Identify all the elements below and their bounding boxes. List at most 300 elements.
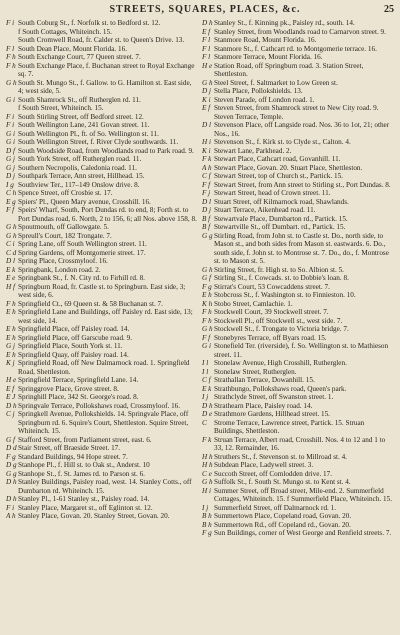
- grid-reference: G f: [6, 435, 15, 444]
- entry-text: f South Street, Whiteinch. 15.: [18, 104, 104, 112]
- directory-entry: [6, 172, 197, 181]
- entry-text: Stockwell Pl., off Stockwell st., west side. 7.: [214, 316, 343, 325]
- entry-text: South York Street, off Rutherglen road. 11.: [18, 155, 142, 163]
- directory-entry: [202, 223, 393, 232]
- directory-entry: [6, 359, 197, 376]
- entry-text: Stanmore St., f. Cathcart rd. to Montgomerie terrace. 16.: [214, 44, 377, 53]
- grid-reference: G g: [202, 231, 213, 240]
- directory-entry: [202, 317, 393, 326]
- directory-entry: [202, 283, 393, 292]
- grid-reference: F i: [6, 19, 15, 27]
- entry-text: Subdean Place, Ladywell street. 3.: [214, 461, 314, 469]
- directory-entry: [202, 402, 393, 411]
- entry-text: Speirs' Wharf, South, Port Dundas rd. to end, 8; Forth st. to Port Dundas road, 6. North, 2 to 156, 6; all Nos. above 158, 8.: [18, 206, 197, 223]
- grid-reference: G j: [6, 155, 15, 163]
- grid-reference: A h: [6, 512, 16, 520]
- columns: [6, 19, 394, 538]
- directory-entry: [6, 189, 197, 198]
- grid-reference: F h: [6, 61, 16, 70]
- directory-entry: [202, 172, 393, 181]
- directory-entry: [202, 181, 393, 190]
- entry-text: Stonelaw Street, Rutherglen.: [214, 367, 297, 376]
- entry-text: Stanhope St., f. St. James rd. to Parson st. 6.: [18, 469, 145, 478]
- entry-text: Stafford Street, from Parliament street, east. 6.: [18, 435, 152, 444]
- entry-text: f South Cottages, Whiteinch. 15.: [18, 27, 112, 36]
- directory-entry: [202, 291, 393, 300]
- entry-text: South Woodside Road, from Woodlands road to Park road. 9.: [18, 146, 194, 155]
- grid-reference: E h: [6, 325, 16, 333]
- entry-text: South Shamrock St., off Rutherglen rd. 11.: [18, 95, 141, 104]
- grid-reference: F i: [6, 112, 15, 121]
- directory-entry: [202, 147, 393, 156]
- entry-text: Stonelaw Avenue, High Crosshill, Rutherglen.: [214, 359, 347, 367]
- entry-text: Strathmore Gardens, Hillhead street. 15.: [214, 410, 330, 418]
- directory-entry: [202, 138, 393, 147]
- directory-entry: [202, 461, 393, 470]
- grid-reference: G j: [6, 342, 15, 350]
- entry-text: Strathallan Terrace, Dowanhill. 15.: [214, 376, 315, 384]
- directory-entry: [6, 198, 197, 207]
- directory-entry: [202, 206, 393, 215]
- directory-entry: [202, 62, 393, 79]
- entry-text: Springgrove Place, Grove street. 8.: [18, 384, 119, 393]
- grid-reference: G h: [202, 325, 213, 333]
- entry-text: Stewart Place, Cathcart road, Govanhill. 11.: [214, 155, 341, 163]
- entry-text: Spreull's Court, 182 Trongate. 7.: [18, 231, 112, 240]
- grid-reference: B h: [202, 512, 212, 520]
- entry-text: Stanley Place, Margaret st., off Eglinton st. 12.: [18, 503, 153, 512]
- directory-entry: [202, 393, 393, 402]
- grid-reference: D l: [202, 121, 211, 129]
- entry-text: Stirling Street, fr. High st. to So. Albion st. 5.: [214, 265, 344, 274]
- directory-entry: [202, 478, 393, 487]
- directory-entry: [202, 28, 393, 37]
- grid-reference: D l: [202, 197, 211, 206]
- grid-reference: D h: [6, 495, 17, 503]
- entry-text: Strathclyde Street, off Swanston street. 1.: [214, 393, 334, 401]
- grid-reference: G h: [202, 78, 213, 87]
- entry-text: Stockwell St., f. Trongate to Victoria bridge. 7.: [214, 325, 349, 333]
- grid-reference: E e: [6, 274, 16, 282]
- entry-text: Springvale Terrace, Pollokshaws road, Crossmyloof. 16.: [18, 401, 181, 410]
- grid-reference: D f: [6, 146, 15, 155]
- grid-reference: D h: [202, 19, 213, 27]
- page-title: STREETS, SQUARES, PLACES, &c.: [109, 4, 301, 15]
- grid-reference: C d: [6, 248, 17, 257]
- entry-text: Stanley Buildings, Paisley road, west. 14. Stanley Cotts., off Dumbarton rd. Whiteinch. 15.: [18, 478, 192, 495]
- entry-text: South Wellington Lane, 241 Govan street. 11.: [18, 121, 150, 129]
- entry-text: Springhill Place, 342 St. George's road. 8.: [18, 393, 139, 401]
- grid-reference: H i: [202, 138, 211, 146]
- grid-reference: C f: [202, 172, 211, 180]
- entry-text: Springfield Ct., 69 Queen st. & 58 Buchanan st. 7.: [18, 299, 163, 308]
- directory-entry: [202, 487, 393, 504]
- directory-entry: [6, 36, 197, 45]
- entry-text: South Coburg St., f. Norfolk st. to Bedford st. 12.: [18, 19, 161, 27]
- grid-reference: D d: [6, 444, 17, 452]
- directory-entry: [202, 274, 393, 283]
- grid-reference: I j: [202, 393, 209, 401]
- directory-entry: [202, 232, 393, 266]
- entry-text: Stuart Terrace, Aikenhead road. 11.: [214, 206, 316, 214]
- grid-reference: G i: [6, 138, 15, 146]
- grid-reference: F l: [6, 44, 15, 53]
- directory-entry: [6, 79, 197, 96]
- entry-text: South Cromwell Road, fr. Calder st. to Queen's Drive. 13.: [18, 36, 185, 44]
- grid-reference: E f: [202, 104, 211, 112]
- entry-text: Stirling St., f. Cowcads. st. to Dobbie's loan. 8.: [214, 274, 349, 282]
- directory-entry: [6, 240, 197, 249]
- grid-reference: K h: [202, 299, 213, 308]
- entry-text: Stella Place, Pollokshields. 13.: [214, 87, 303, 95]
- directory-entry: [202, 419, 393, 436]
- directory-entry: [6, 512, 197, 521]
- entry-text: Stanmore Terrace, Mount Florida. 16.: [214, 53, 323, 61]
- grid-reference: G h: [6, 78, 17, 87]
- grid-reference: F h: [6, 53, 16, 61]
- entry-text: Stewartville St., off Dumbart. rd., Partick. 15.: [214, 223, 346, 231]
- entry-text: Springfield Road, off New Dalmarnock road. 1. Springfield Road, Shettleston.: [18, 359, 190, 376]
- directory-entry: [202, 155, 393, 164]
- directory-entry: [6, 351, 197, 360]
- grid-reference: C i: [6, 240, 15, 248]
- directory-entry: [6, 206, 197, 223]
- grid-reference: D g: [6, 461, 17, 469]
- grid-reference: F f: [202, 180, 211, 189]
- grid-reference: E h: [6, 308, 16, 316]
- grid-reference: G h: [202, 265, 213, 274]
- entry-text: Springkell Avenue, Pollokshields. 14. Springvale Place, off Springburn rd. 6. Squire's Court, Shettleston. Squire Street, Whiteinch. 15.: [18, 410, 189, 435]
- directory-entry: [6, 104, 197, 113]
- entry-text: Springfield Place, off Garscube road. 9.: [18, 333, 133, 342]
- grid-reference: G g: [6, 469, 17, 478]
- directory-entry: [6, 376, 197, 385]
- directory-entry: [6, 266, 197, 275]
- grid-reference: I l: [202, 367, 209, 376]
- entry-text: South Wellington Pl., ft. of So. Wellington st. 11.: [18, 129, 159, 138]
- entry-text: Stevenson Place, off Langside road. Nos. 36 to 1ot, 21; other Nos., 16.: [214, 121, 390, 138]
- directory-entry: [202, 504, 393, 513]
- grid-reference: H e: [6, 376, 17, 384]
- left-column: [6, 19, 197, 538]
- directory-entry: [202, 45, 393, 54]
- directory-entry: [202, 521, 393, 530]
- entry-text: Stobo Street, Camlachie. 1.: [214, 299, 293, 308]
- entry-text: Steven Street, from Shamrock street to New City road. 9. Steven Terrace, Temple.: [214, 104, 379, 121]
- entry-text: Suffolk St., f. South St. Mungo st. to Kent st. 4.: [214, 478, 351, 486]
- grid-reference: H e: [202, 61, 213, 70]
- entry-text: Southpark Terrace, Ann street, Hillhead. 15.: [18, 172, 145, 180]
- directory-entry: [202, 121, 393, 138]
- grid-reference: G f: [202, 274, 211, 282]
- directory-entry: [6, 470, 197, 479]
- grid-reference: F h: [202, 308, 212, 316]
- entry-text: Springfield Terrace, Springfield Lane. 14.: [18, 376, 139, 384]
- directory-entry: [6, 147, 197, 156]
- grid-reference: D j: [6, 172, 15, 180]
- entry-text: Springbank St., f. N. City rd. to Firhill rd. 8.: [18, 274, 145, 282]
- entry-text: Summertown Place, Copeland road, Govan. 20.: [214, 512, 352, 520]
- grid-reference: D h: [6, 401, 17, 410]
- entry-text: South St. Mungo St., f. Gallow. to G. Hamilton st. East side, 4; west side, 5.: [18, 78, 192, 95]
- directory-entry: [6, 28, 197, 37]
- directory-entry: [6, 325, 197, 334]
- grid-reference: E h: [6, 333, 16, 342]
- grid-reference: D e: [202, 410, 213, 418]
- directory-entry: [202, 36, 393, 45]
- grid-reference: H i: [202, 486, 211, 495]
- entry-text: Southern Necropolis, Caledonia road. 11.: [18, 163, 137, 172]
- directory-entry: [6, 410, 197, 436]
- page-header: [6, 4, 394, 17]
- grid-reference: B f: [202, 223, 211, 231]
- directory-entry: [6, 121, 197, 130]
- directory-entry: [6, 385, 197, 394]
- entry-text: South Exchange Court, 77 Queen street. 7.: [18, 53, 141, 61]
- grid-reference: D j: [202, 87, 211, 95]
- entry-text: Stewart Lane, Parkhead. 2.: [214, 146, 292, 155]
- entry-text: Southview Ter., 117–149 Onslow drive. 8.: [18, 180, 140, 189]
- grid-reference: G j: [6, 163, 15, 172]
- grid-reference: F g: [6, 452, 16, 461]
- entry-text: Stanmore Road, Mount Florida. 16.: [214, 36, 317, 44]
- entry-text: Stewart Street, head of Crown street. 11.: [214, 189, 331, 197]
- grid-reference: I g: [6, 180, 14, 189]
- entry-text: Strathearn Place, Paisley road. 14.: [214, 401, 313, 410]
- grid-reference: D h: [6, 478, 17, 486]
- directory-entry: [202, 529, 393, 538]
- entry-text: Sun Buildings, corner of West George and Renfield streets. 7.: [214, 529, 392, 537]
- entry-text: Stuart Street, off Kilmarnock road, Shawlands.: [214, 197, 349, 206]
- grid-reference: G i: [6, 129, 15, 138]
- grid-reference: K i: [202, 146, 211, 155]
- entry-text: South Dean Place, Mount Florida. 16.: [18, 44, 127, 53]
- directory-entry: [6, 504, 197, 513]
- directory-entry: [202, 189, 393, 198]
- grid-reference: D j: [202, 206, 211, 214]
- grid-reference: H h: [202, 461, 213, 469]
- entry-text: Struthers St., f. Stevenson st. to Millroad st. 4.: [214, 452, 347, 461]
- directory-entry: [6, 19, 197, 28]
- grid-reference: F h: [202, 316, 212, 325]
- entry-text: Stair Street, off Braeside Street. 17.: [18, 444, 121, 452]
- directory-entry: [6, 393, 197, 402]
- directory-entry: [6, 334, 197, 343]
- grid-reference: I l: [202, 359, 209, 367]
- directory-entry: [6, 300, 197, 309]
- grid-reference: I j: [202, 503, 209, 512]
- grid-reference: A h: [202, 163, 212, 172]
- entry-text: Springfield Quay, off Paisley road. 14.: [18, 350, 129, 359]
- entry-text: Succoth Street, off Comlodden drive. 17.: [214, 469, 333, 478]
- entry-text: Stirrat's Court, 53 Cowcaddens street. 7.: [214, 282, 330, 291]
- grid-reference: F j: [202, 189, 211, 197]
- grid-reference: F g: [202, 529, 212, 537]
- directory-entry: [202, 198, 393, 207]
- directory-entry: [202, 342, 393, 359]
- entry-text: Stanley Place, Govan. 20. Stanley Street, Govan. 20.: [18, 512, 170, 520]
- entry-text: Standard Buildings, 94 Hope street. 7.: [18, 452, 128, 461]
- directory-entry: [202, 385, 393, 394]
- grid-reference: E f: [202, 27, 211, 36]
- entry-text: Stewart Street, top of Church st., Partick. 15.: [214, 172, 343, 180]
- directory-entry: [202, 512, 393, 521]
- entry-text: Springfield Lane and Buildings, off Paisley rd. East side, 13; west side, 14.: [18, 308, 193, 325]
- directory-entry: [6, 45, 197, 54]
- grid-reference: E J: [6, 393, 16, 401]
- entry-text: Stonefield Ter. (riverside), f. So. Wellington st. to Mathieson street. 11.: [214, 342, 389, 359]
- grid-reference: C f: [202, 376, 211, 384]
- page-number: 25: [383, 4, 394, 15]
- directory-entry: [202, 215, 393, 224]
- directory-entry: [202, 19, 393, 28]
- entry-text: Stockwell Court, 39 Stockwell street. 7.: [214, 308, 329, 316]
- grid-reference: D l: [6, 257, 15, 265]
- directory-entry: [202, 359, 393, 368]
- grid-reference: F f: [6, 206, 15, 214]
- directory-entry: [6, 62, 197, 79]
- entry-text: South Wellington Street, f. River Clyde southwards. 11.: [18, 138, 179, 146]
- entry-text: Steel Street, f. Saltmarket to Low Green st.: [214, 78, 338, 87]
- directory-entry: [202, 266, 393, 275]
- grid-reference: F l: [202, 44, 211, 53]
- entry-text: South Exchange Place, f. Buchanan street to Royal Exchange sq. 7.: [18, 61, 195, 78]
- directory-entry: [202, 87, 393, 96]
- grid-reference: E h: [202, 291, 212, 299]
- directory-entry: [6, 453, 197, 462]
- grid-reference: G i: [6, 95, 15, 104]
- grid-reference: G h: [6, 223, 17, 231]
- directory-entry: [6, 53, 197, 62]
- directory-entry: [6, 223, 197, 232]
- grid-reference: B h: [202, 520, 212, 529]
- grid-reference: G h: [6, 231, 17, 240]
- directory-entry: [6, 232, 197, 241]
- grid-reference: F l: [202, 53, 211, 61]
- directory-entry: [6, 130, 197, 139]
- directory-entry: [6, 138, 197, 147]
- entry-text: Spiers' Pl., Queen Mary avenue, Crosshill. 16.: [18, 197, 151, 206]
- grid-reference: H h: [202, 452, 213, 461]
- entry-text: Summerfield Street, off Dalmarnock rd. 1.: [214, 503, 337, 512]
- directory-entry: [202, 53, 393, 62]
- directory-entry: [202, 453, 393, 462]
- entry-text: Stanley Street, from Woodlands road to Carnarvon street. 9.: [214, 27, 386, 36]
- directory-entry: [202, 164, 393, 173]
- directory-entry: [6, 249, 197, 258]
- entry-text: Summertown Rd., off Copeland rd., Govan. 20.: [214, 520, 351, 529]
- directory-entry: [202, 104, 393, 121]
- directory-entry: [6, 444, 197, 453]
- entry-text: Spring Place, Crossmyloof. 16.: [18, 257, 108, 265]
- directory-entry: [202, 436, 393, 453]
- entry-text: Stanley Pl., 1-61 Stanley st., Paisley road. 14.: [18, 495, 150, 503]
- entry-text: Stewart Street, from Ann street to Stirling st., Port Dundas. 8.: [214, 180, 391, 189]
- grid-reference: E k: [202, 384, 212, 393]
- entry-text: Station Road, off Springburn road. 3. Station Street, Shettleston.: [214, 61, 364, 78]
- entry-text: Struan Terrace, Albert road, Crosshill. Nos. 4 to 12 and 1 to 33, 12. Remainder, 16.: [214, 435, 386, 452]
- grid-reference: E k: [6, 265, 16, 274]
- directory-entry: [6, 274, 197, 283]
- grid-reference: C e: [202, 469, 212, 478]
- directory-entry: [6, 342, 197, 351]
- grid-reference: F k: [202, 435, 212, 444]
- grid-reference: B f: [202, 214, 211, 223]
- grid-reference: K i: [202, 95, 211, 104]
- directory-entry: [6, 308, 197, 325]
- grid-reference: K j: [6, 359, 15, 367]
- entry-text: Stewartvale Place, Dumbarton rd., Partick. 15.: [214, 214, 348, 223]
- grid-reference: G i: [202, 342, 211, 350]
- right-column: [202, 19, 393, 538]
- grid-reference: H f: [6, 282, 15, 291]
- entry-text: Strome Terrace, Lawrence street, Partick. 15. Struan Buildings, Shettleston.: [214, 418, 365, 435]
- directory-entry: [6, 257, 197, 266]
- grid-reference: D h: [202, 401, 213, 410]
- grid-reference: F g: [202, 282, 212, 291]
- grid-reference: F k: [202, 155, 212, 163]
- grid-reference: E g: [6, 197, 16, 206]
- directory-entry: [202, 470, 393, 479]
- grid-reference: C j: [6, 410, 15, 418]
- grid-reference: C h: [6, 189, 17, 197]
- grid-reference: E h: [6, 350, 16, 359]
- directory-entry: [202, 79, 393, 88]
- directory-entry: [202, 334, 393, 343]
- entry-text: Spring Lane, off South Wellington street. 11.: [18, 240, 147, 248]
- entry-text: Springfield Place, South York st. 11.: [18, 342, 123, 350]
- entry-text: Springbank, London road. 2.: [18, 265, 101, 274]
- entry-text: Stonebyres Terrace, off Byars road. 15.: [214, 333, 327, 342]
- entry-text: Spence Street, off Crosbie st. 17.: [18, 189, 113, 197]
- entry-text: Summer Street, off Broad street, Mile-end. 2. Summerfield Cottages, Whiteinch. 15. f Summerfield Place, Whiteinch. 15.: [214, 486, 392, 503]
- grid-reference: E f: [6, 384, 15, 393]
- directory-entry: [202, 96, 393, 105]
- grid-reference: F f: [202, 333, 211, 342]
- entry-text: Strathbungo, Pollokshaws road, Queen's park.: [214, 384, 347, 393]
- entry-text: Springfield Place, off Paisley road. 14.: [18, 325, 130, 333]
- entry-text: Spring Gardens, off Montgomerie street. 17.: [18, 248, 146, 257]
- grid-reference: G h: [202, 478, 213, 486]
- directory-entry: [6, 402, 197, 411]
- entry-text: Spoutmouth, off Gallowgate. 5.: [18, 223, 109, 231]
- directory-entry: [202, 376, 393, 385]
- grid-reference: C: [202, 418, 207, 427]
- directory-entry: [202, 410, 393, 419]
- entry-text: Steven Parade, off London road. 1.: [214, 95, 315, 104]
- entry-text: Stanley St., f. Kinning pk., Paisley rd., south. 14.: [214, 19, 355, 27]
- directory-entry: [6, 155, 197, 164]
- entry-text: Stevenson St., f. Kirk st. to Clyde st., Calton. 4.: [214, 138, 351, 146]
- directory-entry: [202, 325, 393, 334]
- grid-reference: F i: [6, 503, 15, 512]
- grid-reference: F h: [6, 299, 16, 308]
- entry-text: Springburn Road, fr. Castle st. to Springburn. East side, 3; west side, 6.: [18, 282, 186, 299]
- directory-entry: [6, 283, 197, 300]
- entry-text: Stirling Road, from John st. to Castle st. Do., north side, to Mason st., and both sides from Mason st. eastwards. 6. Do., south side, f. John st. to Montrose st. 7. Do., do., f. Montrose st. to Mason st. 5.: [214, 231, 389, 265]
- entry-text: Stewart Place, Govan. 20. Stuart Place, Shettleston.: [214, 163, 363, 172]
- directory-entry: [6, 436, 197, 445]
- directory-entry: [202, 368, 393, 377]
- directory-entry: [6, 96, 197, 105]
- entry-text: South Stirling Street, off Bedford street. 12.: [18, 112, 144, 121]
- directory-entry: [202, 308, 393, 317]
- entry-text: Stanhope Pl., f. Hill st. to Oak st., Anderst. 10: [18, 461, 150, 469]
- grid-reference: F i: [6, 121, 15, 129]
- grid-reference: F l: [202, 36, 211, 44]
- directory-entry: [6, 461, 197, 470]
- directory-entry: [6, 495, 197, 504]
